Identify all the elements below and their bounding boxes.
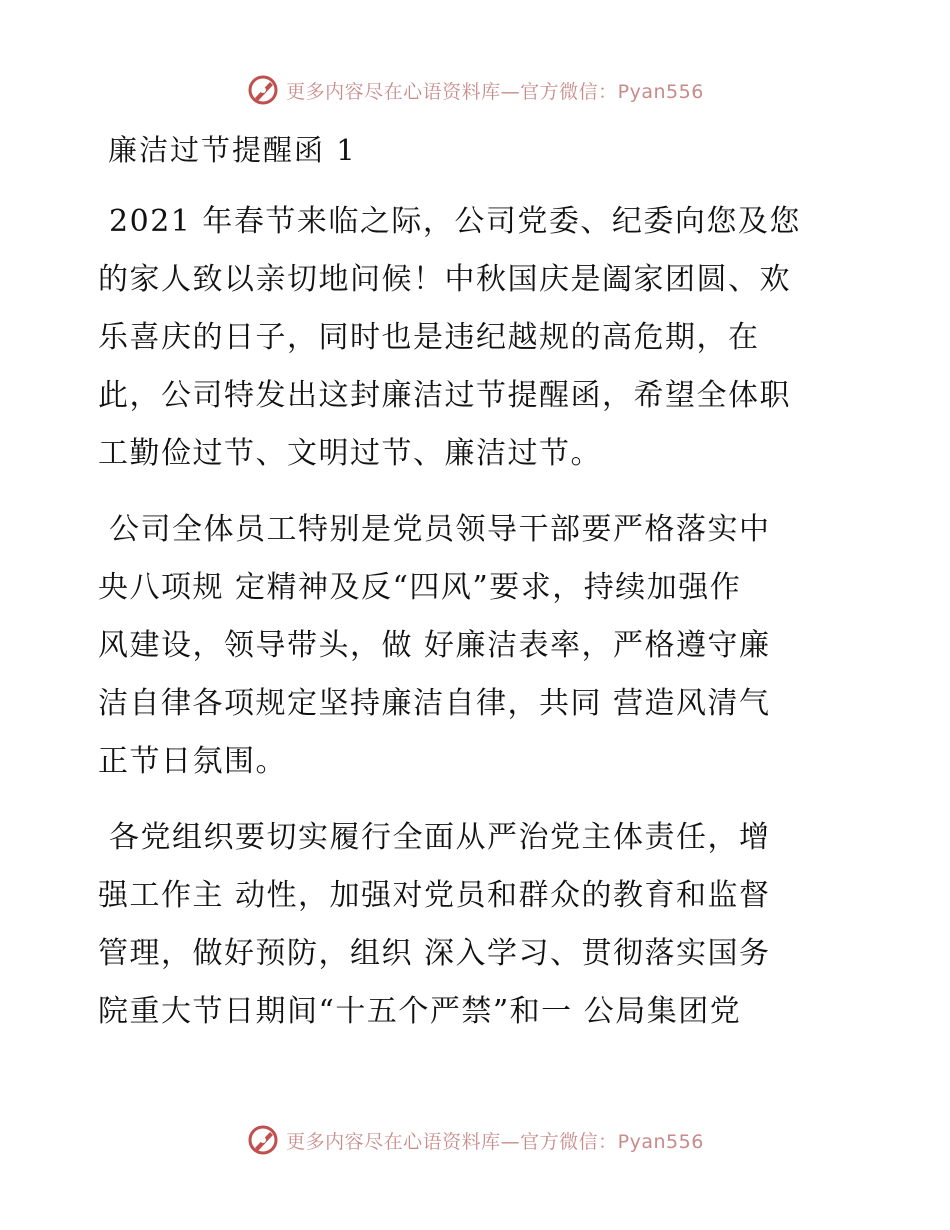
paragraph-2: 公司全体员工特别是党员领导干部要严格落实中 央八项规 定精神及反“四风”要求，持续加强作 风建设，领导带头，做 好廉洁表率，严格遵守廉 洁自律各项规定坚持廉洁自律，共同 营造风清气 正节日氛围。 [98, 512, 771, 779]
footer-watermark [0, 1120, 950, 1160]
header-watermark [0, 70, 950, 110]
pen-logo-icon [246, 1123, 280, 1157]
document-title: 廉洁过节提醒函 1 [108, 133, 357, 167]
paragraph-1: 2021 年春节来临之际，公司党委、纪委向您及您 的家人致以亲切地问候！中秋国庆是阖家团圆、欢 乐喜庆的日子，同时也是违纪越规的高危期，在 此，公司特发出这封廉洁过节提醒函，希望全体职 工勤俭过节、文明过节、廉洁过节。 [98, 204, 801, 471]
watermark-text: 更多内容尽在心语资料库—官方微信：Pyan556 [286, 1130, 704, 1153]
watermark-text: 更多内容尽在心语资料库—官方微信：Pyan556 [286, 80, 704, 103]
pen-logo-icon [246, 73, 280, 107]
paragraph-3: 各党组织要切实履行全面从严治党主体责任，增 强工作主 动性，加强对党员和群众的教育和监督 管理，做好预防，组织 深入学习、贯彻落实国务 院重大节日期间“十五个严禁”和一 公局集团党 [98, 820, 771, 1029]
